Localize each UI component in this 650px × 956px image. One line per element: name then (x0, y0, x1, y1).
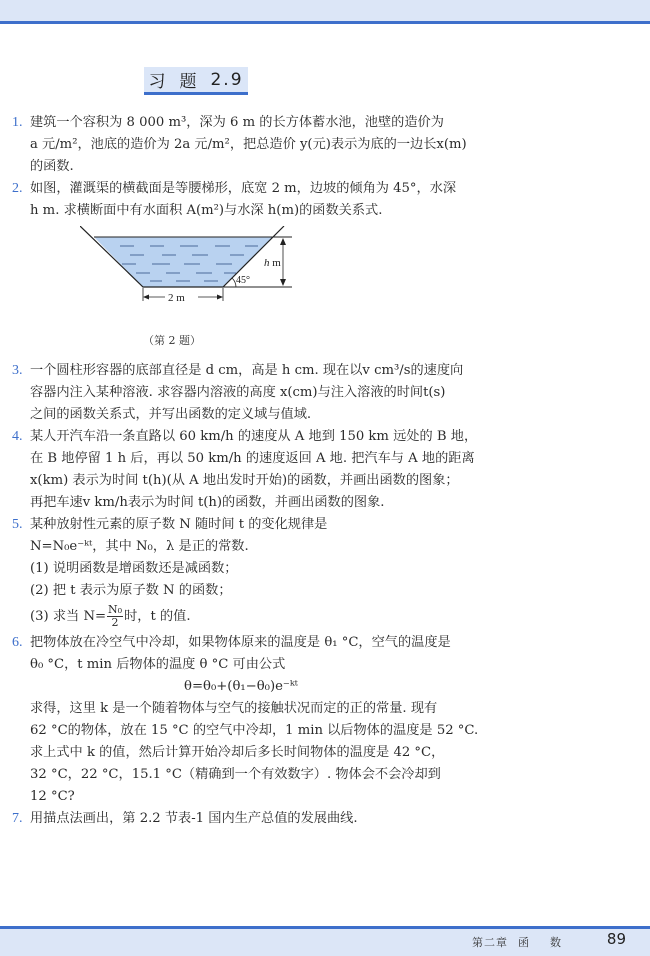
sub-question-3 (30, 602, 482, 632)
problem-number: 6. (12, 635, 23, 650)
height-label: h m (264, 257, 281, 269)
fraction-denominator: 2 (111, 616, 119, 629)
problem-number: 3. (12, 363, 23, 378)
header-band (0, 0, 650, 21)
problem-number: 5. (12, 517, 23, 532)
sub-question-2: (2) 把 t 表示为原子数 N 的函数； (30, 583, 232, 598)
fraction (107, 604, 123, 629)
topic-char-1: 函 (518, 936, 530, 949)
problem-1 (12, 112, 482, 178)
problem-line: x(km) 表示为时间 t(h)(从 A 地出发时开始)的函数，并画出函数的图象； (30, 473, 459, 488)
problem-6 (12, 632, 482, 808)
problem-3 (12, 360, 482, 426)
problem-line: N=N₀e⁻ᵏᵗ，其中 N₀，λ 是正的常数. (30, 539, 249, 554)
title-word-2: 题 (179, 72, 199, 92)
problem-number: 4. (12, 429, 23, 444)
sub-question-3-prefix: (3) 求当 N= (30, 609, 107, 624)
problem-line: 某人开汽车沿一条直路以 60 km/h 的速度从 A 地到 150 km 远处的 B 地， (30, 429, 478, 444)
topic-char-2: 数 (550, 936, 562, 949)
exercise-list (12, 112, 482, 830)
problem-line: 的函数. (30, 159, 74, 174)
problem-4 (12, 426, 482, 514)
title-word-1: 习 (148, 72, 168, 92)
problem-number: 2. (12, 181, 23, 196)
problem-line: 62 °C的物体，放在 15 °C 的空气中冷却，1 min 以后物体的温度是 52 °C. (30, 723, 479, 738)
problem-line: 再把车速v km/h表示为时间 t(h)的函数，并画出函数的图象. (30, 495, 385, 510)
page-number: 89 (606, 930, 626, 948)
problem-line: 12 °C? (30, 789, 75, 804)
problem-line: 之间的函数关系式，并写出函数的定义域与值域. (30, 407, 312, 422)
problem-5 (12, 514, 482, 632)
sub-question-1: (1) 说明函数是增函数还是减函数； (30, 561, 238, 576)
problem-line: h m. 求横断面中有水面积 A(m²)与水深 h(m)的函数关系式. (30, 203, 383, 218)
problem-line: θ₀ °C，t min 后物体的温度 θ °C 可由公式 (30, 657, 286, 672)
section-title (144, 67, 248, 95)
figure-caption: （第 2 题） (143, 334, 201, 347)
problem-2 (12, 178, 482, 222)
problem-line: 一个圆柱形容器的底部直径是 d cm，高是 h cm. 现在以v cm³/s的速度向 (30, 363, 464, 378)
problem-line: a 元/m²，池底的造价为 2a 元/m²，把总造价 y(元)表示为底的一边长x(m) (30, 137, 467, 152)
running-footer (472, 934, 562, 950)
problem-line: 求得，这里 k 是一个随着物体与空气的接触状况而定的正的常量. 现有 (30, 701, 438, 716)
problem-line: 求上式中 k 的值，然后计算开始冷却后多长时间物体的温度是 42 °C， (30, 745, 445, 760)
problem-line: 如图，灌溉渠的横截面是等腰梯形，底宽 2 m，边坡的倾角为 45°，水深 (30, 181, 457, 196)
problem-line: 用描点法画出，第 2.2 节表-1 国内生产总值的发展曲线. (30, 811, 358, 826)
problem-7 (12, 808, 482, 830)
angle-label: 45° (236, 275, 250, 286)
bottom-width-label: 2 m (168, 292, 185, 304)
problem-line: 把物体放在冷空气中冷却，如果物体原来的温度是 θ₁ °C，空气的温度是 (30, 635, 451, 650)
problem-line: 建筑一个容积为 8 000 m³，深为 6 m 的长方体蓄水池，池壁的造价为 (30, 115, 444, 130)
problem-line: 容器内注入某种溶液. 求容器内溶液的高度 x(cm)与注入溶液的时间t(s) (30, 385, 446, 400)
canal-cross-section-figure (12, 226, 482, 354)
problem-line: 在 B 地停留 1 h 后，再以 50 km/h 的速度返回 A 地. 把汽车与 A 地的距离 (30, 451, 475, 466)
fraction-numerator: N₀ (108, 603, 123, 616)
problem-line: 32 °C，22 °C，15.1 °C（精确到一个有效数字）. 物体会不会冷却到 (30, 767, 441, 782)
problem-number: 1. (12, 115, 23, 130)
header-rule (0, 21, 650, 24)
problem-number: 7. (12, 811, 23, 826)
chapter-label: 第二章 (472, 936, 508, 949)
title-number: 2.9 (210, 69, 244, 90)
sub-question-3-suffix: 时，t 的值. (124, 609, 191, 624)
trapezoid-diagram (80, 226, 300, 326)
cooling-formula: θ=θ₀+(θ₁−θ₀)e⁻ᵏᵗ (184, 679, 298, 694)
problem-line: 某种放射性元素的原子数 N 随时间 t 的变化规律是 (30, 517, 328, 532)
